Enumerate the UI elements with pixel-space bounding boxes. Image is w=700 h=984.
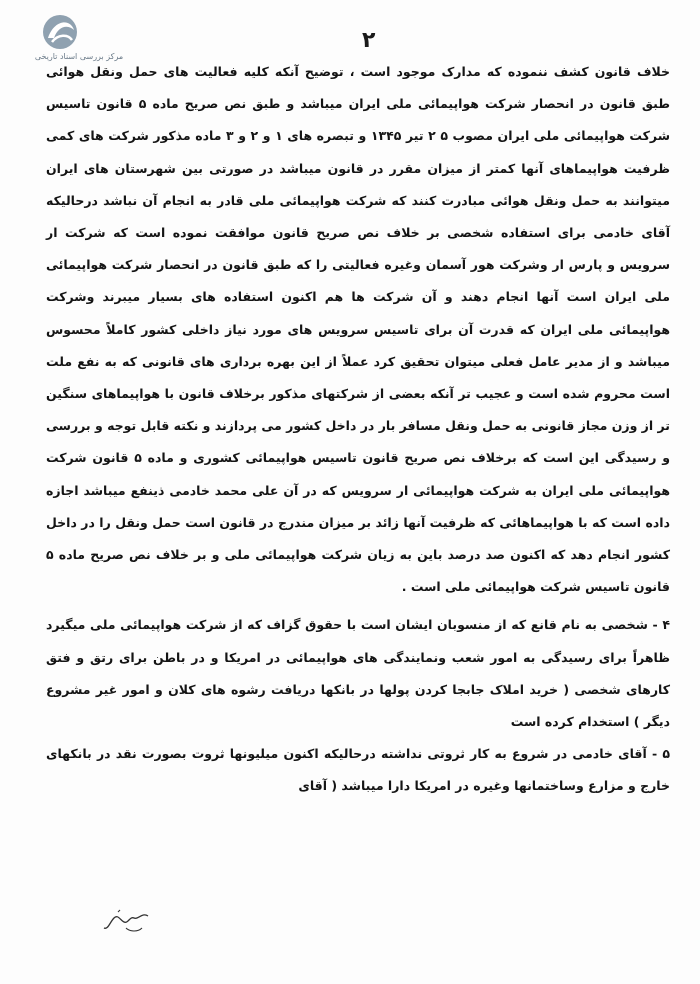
paragraph-2: ۴ - شخصی به نام قانع که از منسوبان ایشان است با حقوق گزاف که از شرکت هواپیمائی ملی میگیرد ظاهراً برای رسیدگی به امور شعب ونمایندگی های هواپیمائی در امریکا و در باطن برای رتق و فتق کارهای شخصی ( خرید املاک جابجا کردن پولها در بانکها دریافت رشوه های کلان و امور غیر مشروع دیگر ) استخدام کرده است [46,617,670,730]
archive-logo-icon [40,12,80,52]
handwritten-signature [98,906,154,940]
archive-logo-caption: مرکز بررسی اسناد تاریخی [34,52,124,61]
letter-body [46,56,670,803]
paragraph-3: ۵ - آقای خادمی در شروع به کار ثروتی نداشته درحالیکه اکنون میلیونها ثروت بصورت نقد در بانکهای خارج و مزارع وساختمانها وغیره در امریکا دارا میباشد ( آقای [46,746,670,794]
page-number: ۲ [362,28,376,53]
paragraph-1: خلاف قانون کشف ننموده که مدارک موجود است ، توضیح آنکه کلیه فعالیت های حمل ونقل هوائی طبق قانون در انحصار شرکت هواپیمائی ملی ایران میباشد و طبق نص صریح ماده ۵ قانون تاسیس شرکت هواپیمائی ملی ایران مصوب ۵ ۲ تیر ۱۳۴۵ و تبصره های ۱ و ۲ و ۳ ماده مذکور شرکت های کمی ظرفیت هواپیماهای آنها کمتر از میزان مقرر در قانون میباشد در صورتی بین شهرستان های ایران میتوانند به حمل ونقل هوائی مبادرت کنند که شرکت هواپیمائی ملی قادر به انجام آن نباشد درحالیکه آقای خادمی برای استفاده شخصی بر خلاف نص صریح قانون موافقت نموده است که شرکت ار سرویس و پارس ار وشرکت هور آسمان وغیره فعالیتی را که طبق قانون در انحصار شرکت هواپیمائی ملی ایران است آنها انجام دهند و آن شرکت ها هم اکنون استفاده های بسیار میبرند وشرکت هواپیمائی ملی ایران که قدرت آن برای تاسیس سرویس های مورد نیاز داخلی کشور کاملاً محسوس میباشد و از مدیر عامل فعلی میتوان تحقیق کرد عملاً از این بهره برداری های قانونی که به نفع ملت است محروم شده است و عجیب تر آنکه بعضی از شرکتهای مذکور برخلاف قانون با هواپیماهای سنگین تر از وزن مجاز قانونی به حمل ونقل مسافر بار در داخل کشور می پردازند و نکته قابل توجه و بررسی و رسیدگی این است که برخلاف نص صریح قانون تاسیس هواپیمائی کشوری و ماده ۵ قانون شرکت هواپیمائی ملی ایران به شرکت هواپیمائی ار سرویس که در آن علی محمد خادمی ذینفع میباشد اجازه داده است که با هواپیماهائی که ظرفیت آنها زائد بر میزان مندرج در قانون است حمل ونقل را در داخل کشور انجام دهد که اکنون صد درصد باین به زیان شرکت هواپیمائی ملی و بر خلاف نص صریح ماده ۵ قانون تاسیس شرکت هواپیمائی ملی است . [46,64,671,595]
